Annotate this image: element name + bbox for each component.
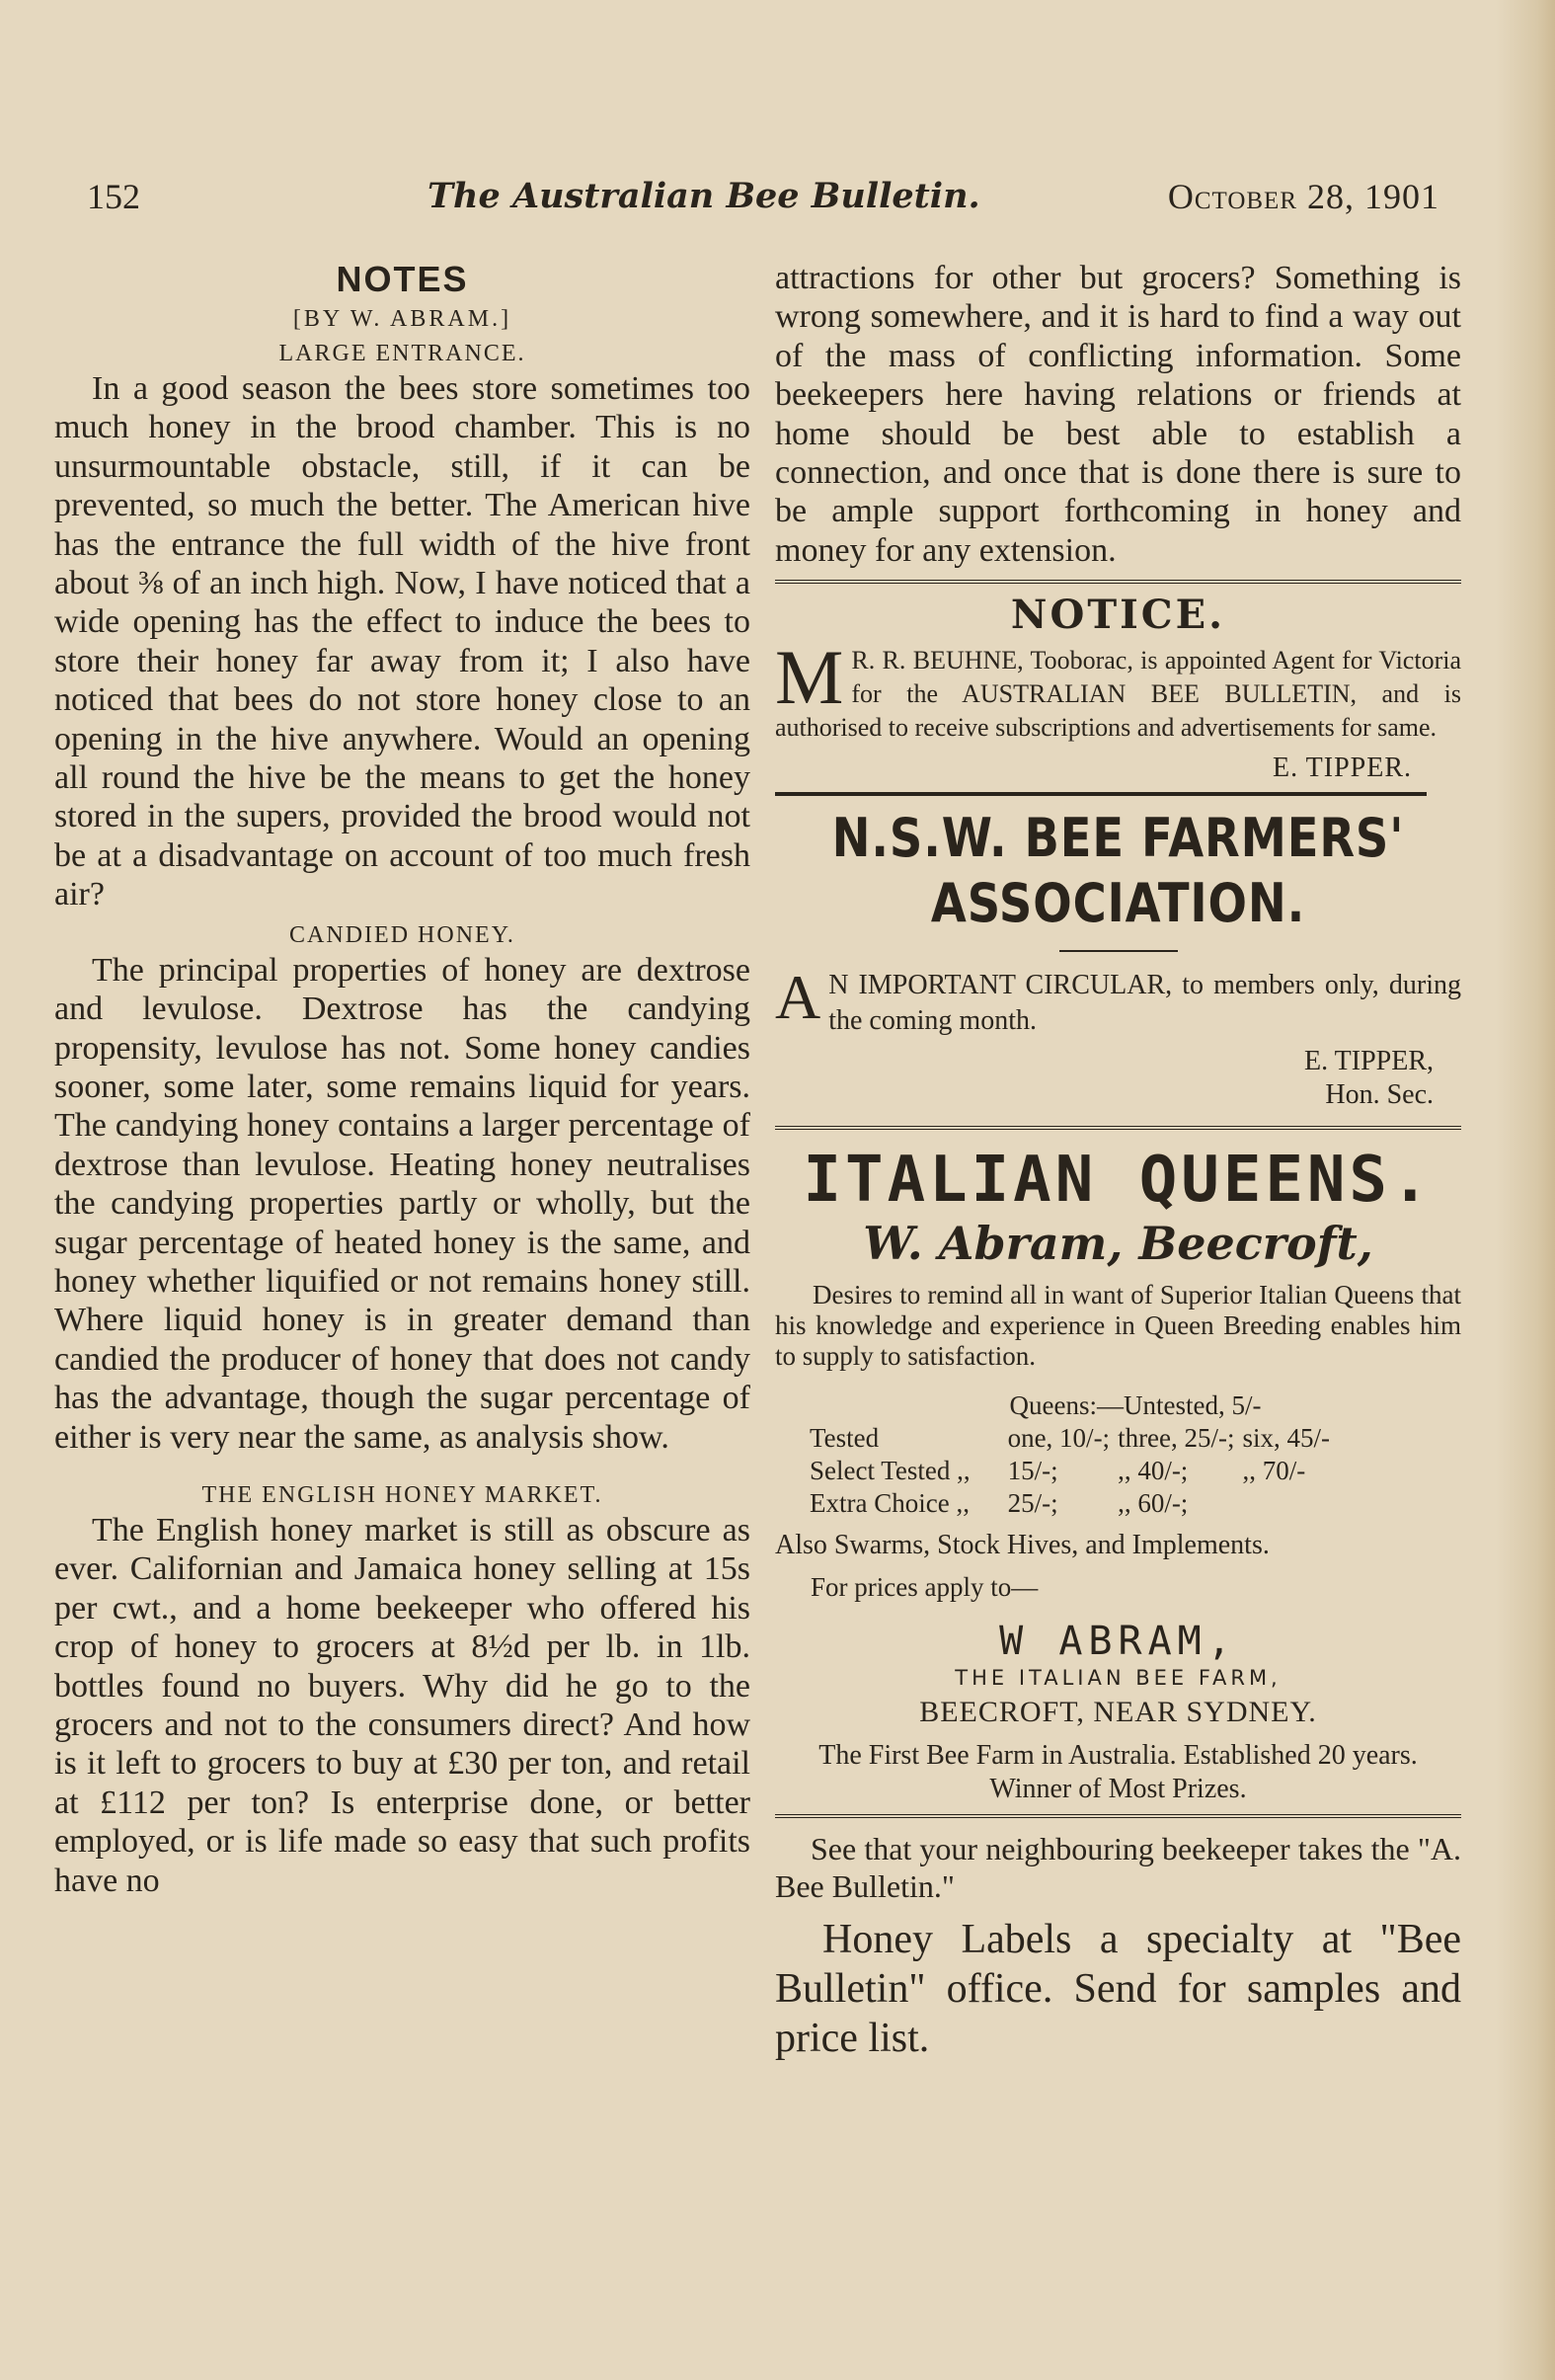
divider <box>775 1814 1461 1818</box>
price-cell <box>1243 1487 1339 1520</box>
queens-also: Also Swarms, Stock Hives, and Implements. <box>775 1530 1270 1561</box>
price-cell: ,, 40/-; <box>1118 1456 1189 1486</box>
queens-intro: Desires to remind all in want of Superior Italian Queens that his knowledge and experience in Queen Breeding enables him to supply to satisfaction. <box>775 1280 1461 1372</box>
price-cell: 25/-; <box>1007 1488 1058 1519</box>
notes-byline: [BY W. ABRAM.] <box>292 306 512 332</box>
notice-body <box>775 634 1461 745</box>
price-cell: one, 10/-; <box>1007 1423 1111 1454</box>
price-cell: three, 25/-; <box>1118 1423 1235 1454</box>
page-header <box>87 176 1439 225</box>
price-list <box>810 1389 1461 1520</box>
queens-heading: ITALIAN QUEENS. <box>803 1144 1434 1218</box>
farm-name: THE ITALIAN BEE FARM, <box>955 1666 1282 1691</box>
publication-title: The Australian Bee Bulletin. <box>428 176 980 216</box>
price-row <box>810 1455 1338 1487</box>
price-cell: Tested <box>810 1423 880 1454</box>
queens-apply: For prices apply to— <box>811 1572 1039 1603</box>
large-entrance-text: In a good season the bees store sometimes too much honey in the brood chamber. This is no unsurmountable obstacle, still, if it can be prevented, so much the better. The American hive has the entrance the full width of the hive front about ⅜ of an inch high. Now, I have noticed that a wide opening has the effect to induce the bees to store their honey far away from it; I also have noticed that bees do not store honey close to an opening in the hive anywhere. Would an opening all round the hive be the means to get the honey stored in the supers, provided the brood would not be at a disadvantage on account of too much fresh air? <box>54 370 750 913</box>
price-row <box>810 1487 1338 1520</box>
price-cell: Extra Choice ,, <box>810 1488 970 1519</box>
nsw-drop-cap: A <box>775 962 821 1033</box>
left-column <box>54 255 750 1900</box>
notice-text: R. R. BEUHNE, Tooborac, is appointed Agent for Victoria for the AUSTRALIAN BEE BULLETIN, and is authorised to receive subscriptions and advertisements for same. <box>775 646 1461 743</box>
divider <box>775 580 1461 584</box>
notes-heading: NOTES <box>336 259 469 299</box>
labels-advert: Honey Labels a specialty at "Bee Bulletin" office. Send for samples and price list. <box>775 1917 1461 2062</box>
price-cell: Select Tested ,, <box>810 1456 971 1486</box>
large-entrance-heading: LARGE ENTRANCE. <box>278 341 526 366</box>
candied-honey-heading: CANDIED HONEY. <box>289 921 515 948</box>
notice-drop-cap: M <box>775 634 844 721</box>
english-market-text: The English honey market is still as obscure as ever. Californian and Jamaica honey selling at 15s per cwt., and a home beekeeper who offered his crop of honey to grocers at 8½d per lb. in 1lb. bottles found no buyers. Why did he go to the grocers and not to the consumers direct? And how is it left to grocers to buy at £30 per ton, and retail at £112 per ton? Is enterprise done, or better employed, or is life made so easy that such profits have no <box>54 1511 750 1899</box>
price-cell: ,, 70/- <box>1242 1456 1306 1486</box>
notice-signature: E. TIPPER. <box>1273 753 1412 784</box>
queens-subheading: W. Abram, Beecroft, <box>863 1217 1373 1271</box>
notice-heading: NOTICE. <box>1010 592 1226 639</box>
nsw-text: N IMPORTANT CIRCULAR, to members only, during the coming month. <box>828 970 1461 1037</box>
price-list-intro: Queens:—Untested, 5/- <box>1009 1390 1262 1421</box>
candied-honey-text: The principal properties of honey are dextrose and levulose. Dextrose has the candying propensity, levulose has not. Some honey candies sooner, some later, some remains liquid for years. The candying honey contains a larger percentage of dextrose than levulose. Heating honey neutralises the candying properties partly or wholly, but the sugar percentage of heated honey is the same, and honey whether liquified or not remains honey still. Where liquid honey is in greater demand than candied the producer of honey that does not candy has the advantage, though the sugar percentage of either is very near the same, as analysis show. <box>54 951 750 1456</box>
english-market-continued: attractions for other but grocers? Something is wrong somewhere, and it is hard to find a way out of the mass of conflicting information. Some beekeepers here having relations or friends at home should be best able to establish a connection, and once that is done there is sure to be ample support forthcoming in honey and money for any extension. <box>775 260 1461 569</box>
short-divider <box>1059 950 1178 952</box>
price-cell: six, 45/- <box>1242 1423 1331 1454</box>
divider <box>775 792 1427 796</box>
issue-date: October 28, 1901 <box>1167 177 1439 216</box>
divider <box>775 1126 1461 1130</box>
nsw-signature <box>775 1045 1434 1112</box>
queens-advert <box>775 1144 1461 1806</box>
notice-section <box>775 592 1461 784</box>
price-cell: 15/-; <box>1007 1456 1058 1486</box>
nsw-signature-title: Hon. Sec. <box>1325 1079 1434 1111</box>
farm-established: The First Bee Farm in Australia. Established 20 years. Winner of Most Prizes. <box>818 1740 1418 1805</box>
price-cell: ,, 60/-; <box>1118 1488 1189 1519</box>
page-edge <box>1496 0 1555 2380</box>
nsw-section <box>775 806 1461 1112</box>
price-row <box>810 1422 1338 1455</box>
nsw-heading: N.S.W. BEE FARMERS' ASSOCIATION. <box>831 807 1405 935</box>
page-number: 152 <box>87 177 140 216</box>
nsw-signature-name: E. TIPPER, <box>1304 1046 1434 1077</box>
price-table <box>810 1422 1338 1520</box>
right-column <box>775 259 1461 2063</box>
nsw-body <box>775 962 1461 1039</box>
bulletin-advert: See that your neighbouring beekeeper takes the "A. Bee Bulletin." <box>775 1831 1461 1905</box>
farm-location: BEECROFT, NEAR SYDNEY. <box>919 1696 1317 1729</box>
english-market-heading: THE ENGLISH HONEY MARKET. <box>201 1481 603 1508</box>
advertiser-name: W ABRAM, <box>999 1619 1237 1665</box>
